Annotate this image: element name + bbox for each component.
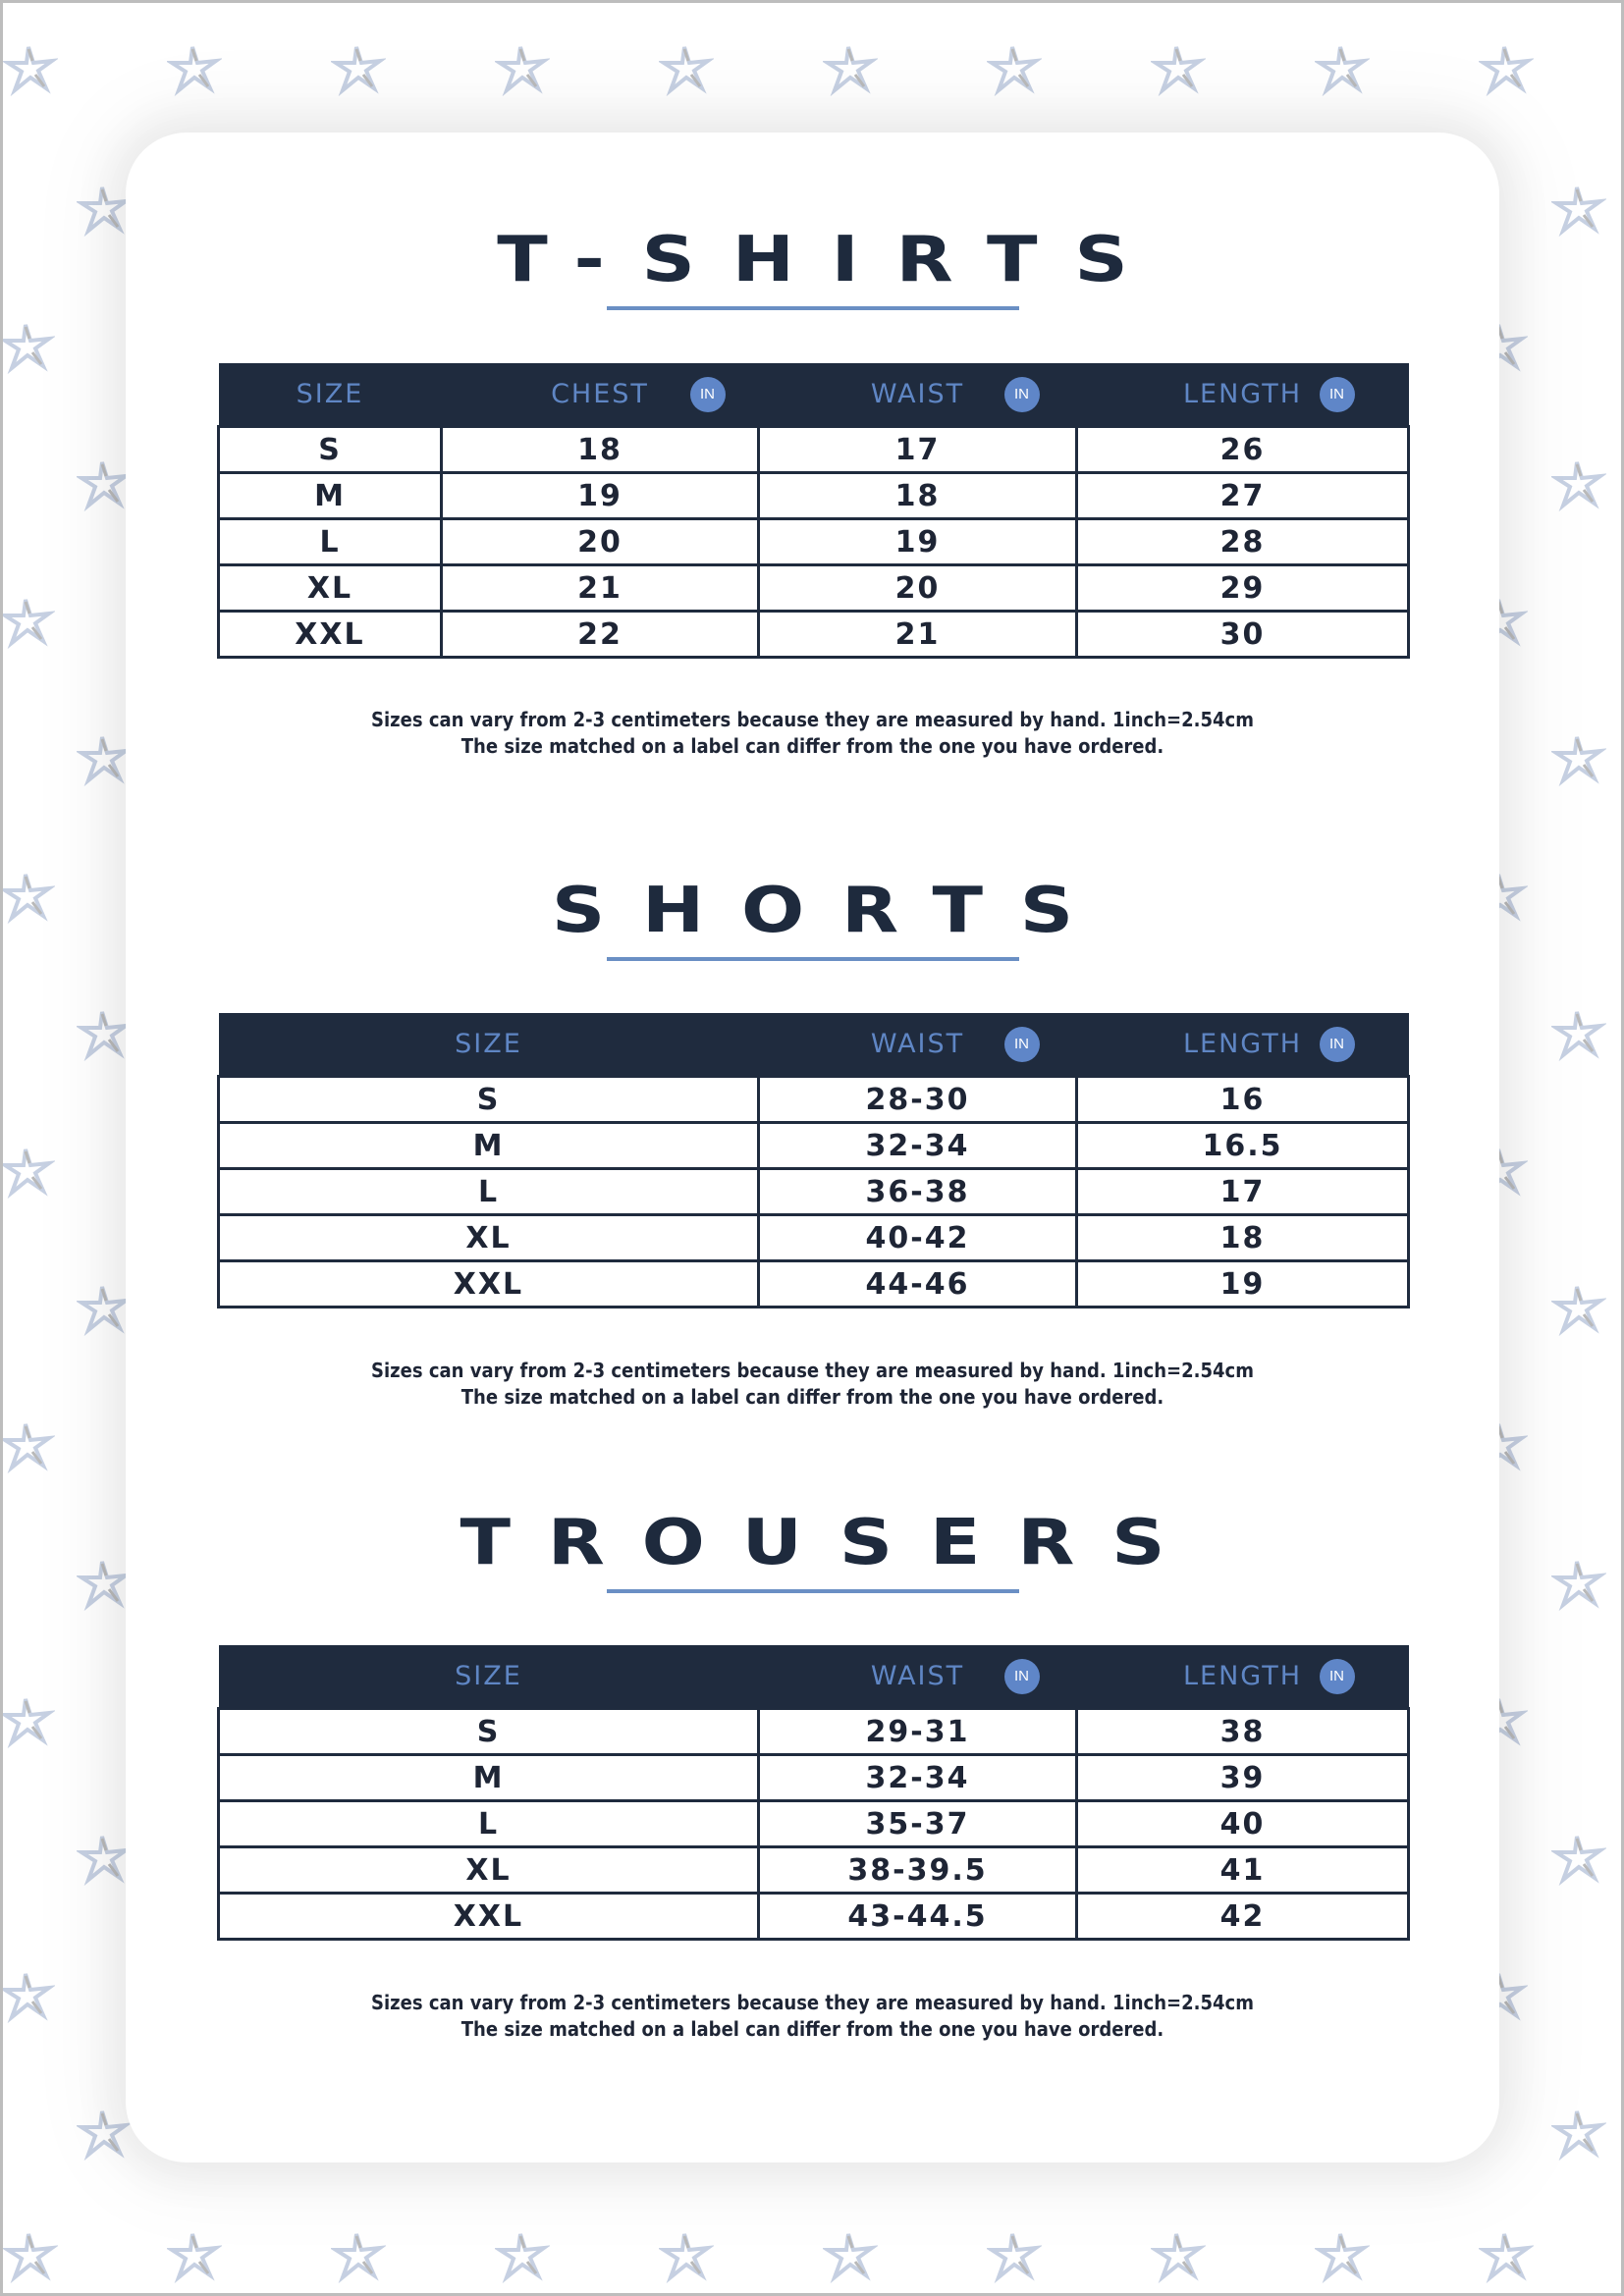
size-cell: M	[219, 1755, 759, 1801]
size-cell: L	[219, 1801, 759, 1847]
star-logo-icon	[0, 594, 55, 649]
column-header-waist: WAIST IN	[759, 1013, 1077, 1077]
star-logo-icon	[823, 2228, 878, 2283]
waist-cell: 17	[759, 427, 1077, 473]
inch-unit-badge-icon: IN	[1004, 1027, 1040, 1062]
length-cell: 39	[1077, 1755, 1409, 1801]
length-cell: 28	[1077, 519, 1409, 565]
column-header-size: SIZE	[219, 363, 442, 427]
star-logo-icon	[1151, 2228, 1206, 2283]
star-logo-icon	[1479, 2228, 1534, 2283]
section-shorts	[126, 877, 1499, 961]
section-title: TROUSERS	[460, 1507, 1203, 1579]
chest-cell: 22	[442, 612, 759, 658]
length-cell: 17	[1077, 1169, 1409, 1215]
measurement-note	[194, 1358, 1431, 1411]
length-cell: 40	[1077, 1801, 1409, 1847]
size-cell: M	[219, 473, 442, 519]
star-logo-icon	[167, 2228, 222, 2283]
table-row	[219, 1261, 1409, 1308]
size-cell: L	[219, 1169, 759, 1215]
star-logo-icon	[1551, 1831, 1606, 1886]
length-cell: 26	[1077, 427, 1409, 473]
size-cell: S	[219, 1709, 759, 1755]
measurement-note	[194, 1990, 1431, 2043]
title-underline	[607, 1589, 1019, 1593]
length-cell: 16.5	[1077, 1123, 1409, 1169]
table-row	[219, 1709, 1409, 1755]
star-logo-icon	[495, 41, 550, 96]
waist-cell: 35-37	[759, 1801, 1077, 1847]
star-logo-icon	[3, 41, 58, 96]
note-line-2: The size matched on a label can differ from the one you have ordered.	[460, 734, 1164, 758]
waist-cell: 32-34	[759, 1755, 1077, 1801]
waist-cell: 19	[759, 519, 1077, 565]
table-row	[219, 519, 1409, 565]
star-logo-icon	[331, 2228, 386, 2283]
inch-unit-badge-icon: IN	[690, 377, 726, 412]
star-logo-icon	[823, 41, 878, 96]
section-tshirts	[126, 226, 1499, 310]
table-row	[219, 1123, 1409, 1169]
size-cell: XXL	[219, 1894, 759, 1940]
length-cell: 18	[1077, 1215, 1409, 1261]
column-header-waist: WAIST IN	[759, 363, 1077, 427]
note-line-2: The size matched on a label can differ from the one you have ordered.	[460, 1385, 1164, 1409]
section-trousers	[126, 1509, 1499, 1593]
star-logo-icon	[1551, 1006, 1606, 1061]
chest-cell: 21	[442, 565, 759, 612]
inch-unit-badge-icon: IN	[1320, 377, 1355, 412]
table-row	[219, 612, 1409, 658]
table-header-row	[219, 1013, 1409, 1077]
star-logo-icon	[0, 319, 55, 374]
title-underline	[607, 957, 1019, 961]
waist-cell: 18	[759, 473, 1077, 519]
star-logo-icon	[77, 456, 132, 511]
shorts-size-table	[217, 1013, 1410, 1308]
star-logo-icon	[987, 41, 1042, 96]
size-cell: S	[219, 427, 442, 473]
star-logo-icon	[1151, 41, 1206, 96]
star-logo-icon	[495, 2228, 550, 2283]
column-header-size: SIZE	[219, 1645, 759, 1709]
inch-unit-badge-icon: IN	[1320, 1659, 1355, 1694]
star-logo-icon	[1551, 2106, 1606, 2161]
star-logo-icon	[0, 1418, 55, 1473]
length-cell: 30	[1077, 612, 1409, 658]
star-logo-icon	[659, 2228, 714, 2283]
section-title: T-SHIRTS	[497, 224, 1165, 296]
waist-cell: 40-42	[759, 1215, 1077, 1261]
waist-cell: 29-31	[759, 1709, 1077, 1755]
star-logo-icon	[0, 1693, 55, 1748]
note-line-2: The size matched on a label can differ from the one you have ordered.	[460, 2017, 1164, 2041]
inch-unit-badge-icon: IN	[1004, 377, 1040, 412]
size-cell: XL	[219, 565, 442, 612]
trousers-size-table	[217, 1645, 1410, 1941]
column-header-size: SIZE	[219, 1013, 759, 1077]
chest-cell: 20	[442, 519, 759, 565]
waist-cell: 21	[759, 612, 1077, 658]
length-cell: 41	[1077, 1847, 1409, 1894]
star-logo-icon	[331, 41, 386, 96]
chest-cell: 18	[442, 427, 759, 473]
waist-cell: 44-46	[759, 1261, 1077, 1308]
table-row	[219, 1077, 1409, 1123]
waist-cell: 32-34	[759, 1123, 1077, 1169]
title-underline	[607, 306, 1019, 310]
column-header-waist: WAIST IN	[759, 1645, 1077, 1709]
note-line-1: Sizes can vary from 2-3 centimeters because they are measured by hand. 1inch=2.54cm	[371, 1991, 1254, 2014]
section-title: SHORTS	[551, 875, 1110, 947]
size-cell: L	[219, 519, 442, 565]
table-row	[219, 1847, 1409, 1894]
star-logo-icon	[77, 731, 132, 786]
star-logo-icon	[77, 1281, 132, 1336]
table-row	[219, 427, 1409, 473]
column-header-length: LENGTH IN	[1077, 1645, 1409, 1709]
note-line-1: Sizes can vary from 2-3 centimeters because they are measured by hand. 1inch=2.54cm	[371, 708, 1254, 731]
column-header-length: LENGTH IN	[1077, 1013, 1409, 1077]
star-logo-icon	[77, 2106, 132, 2161]
table-row	[219, 1169, 1409, 1215]
length-cell: 29	[1077, 565, 1409, 612]
length-cell: 19	[1077, 1261, 1409, 1308]
waist-cell: 43-44.5	[759, 1894, 1077, 1940]
star-logo-icon	[1479, 41, 1534, 96]
size-chart-card	[126, 133, 1499, 2163]
star-logo-icon	[3, 2228, 58, 2283]
waist-cell: 28-30	[759, 1077, 1077, 1123]
star-logo-icon	[1551, 456, 1606, 511]
inch-unit-badge-icon: IN	[1320, 1027, 1355, 1062]
size-cell: S	[219, 1077, 759, 1123]
table-row	[219, 473, 1409, 519]
waist-cell: 38-39.5	[759, 1847, 1077, 1894]
size-cell: XXL	[219, 1261, 759, 1308]
size-cell: XXL	[219, 612, 442, 658]
star-logo-icon	[0, 1144, 55, 1199]
note-line-1: Sizes can vary from 2-3 centimeters because they are measured by hand. 1inch=2.54cm	[371, 1359, 1254, 1382]
column-header-length: LENGTH IN	[1077, 363, 1409, 427]
star-logo-icon	[987, 2228, 1042, 2283]
table-row	[219, 1894, 1409, 1940]
table-header-row	[219, 363, 1409, 427]
star-logo-icon	[1551, 1281, 1606, 1336]
table-header-row	[219, 1645, 1409, 1709]
length-cell: 16	[1077, 1077, 1409, 1123]
column-header-chest: CHEST IN	[442, 363, 759, 427]
star-logo-icon	[77, 1831, 132, 1886]
length-cell: 27	[1077, 473, 1409, 519]
table-row	[219, 1801, 1409, 1847]
size-cell: XL	[219, 1847, 759, 1894]
chest-cell: 19	[442, 473, 759, 519]
size-cell: XL	[219, 1215, 759, 1261]
star-logo-icon	[1315, 41, 1370, 96]
inch-unit-badge-icon: IN	[1004, 1659, 1040, 1694]
table-row	[219, 1215, 1409, 1261]
table-row	[219, 1755, 1409, 1801]
waist-cell: 20	[759, 565, 1077, 612]
star-logo-icon	[77, 1006, 132, 1061]
star-logo-icon	[0, 1968, 55, 2023]
size-cell: M	[219, 1123, 759, 1169]
tshirts-size-table	[217, 363, 1410, 659]
length-cell: 38	[1077, 1709, 1409, 1755]
star-logo-icon	[167, 41, 222, 96]
waist-cell: 36-38	[759, 1169, 1077, 1215]
measurement-note	[194, 707, 1431, 760]
star-logo-icon	[659, 41, 714, 96]
star-logo-icon	[1315, 2228, 1370, 2283]
table-row	[219, 565, 1409, 612]
star-logo-icon	[1551, 731, 1606, 786]
length-cell: 42	[1077, 1894, 1409, 1940]
